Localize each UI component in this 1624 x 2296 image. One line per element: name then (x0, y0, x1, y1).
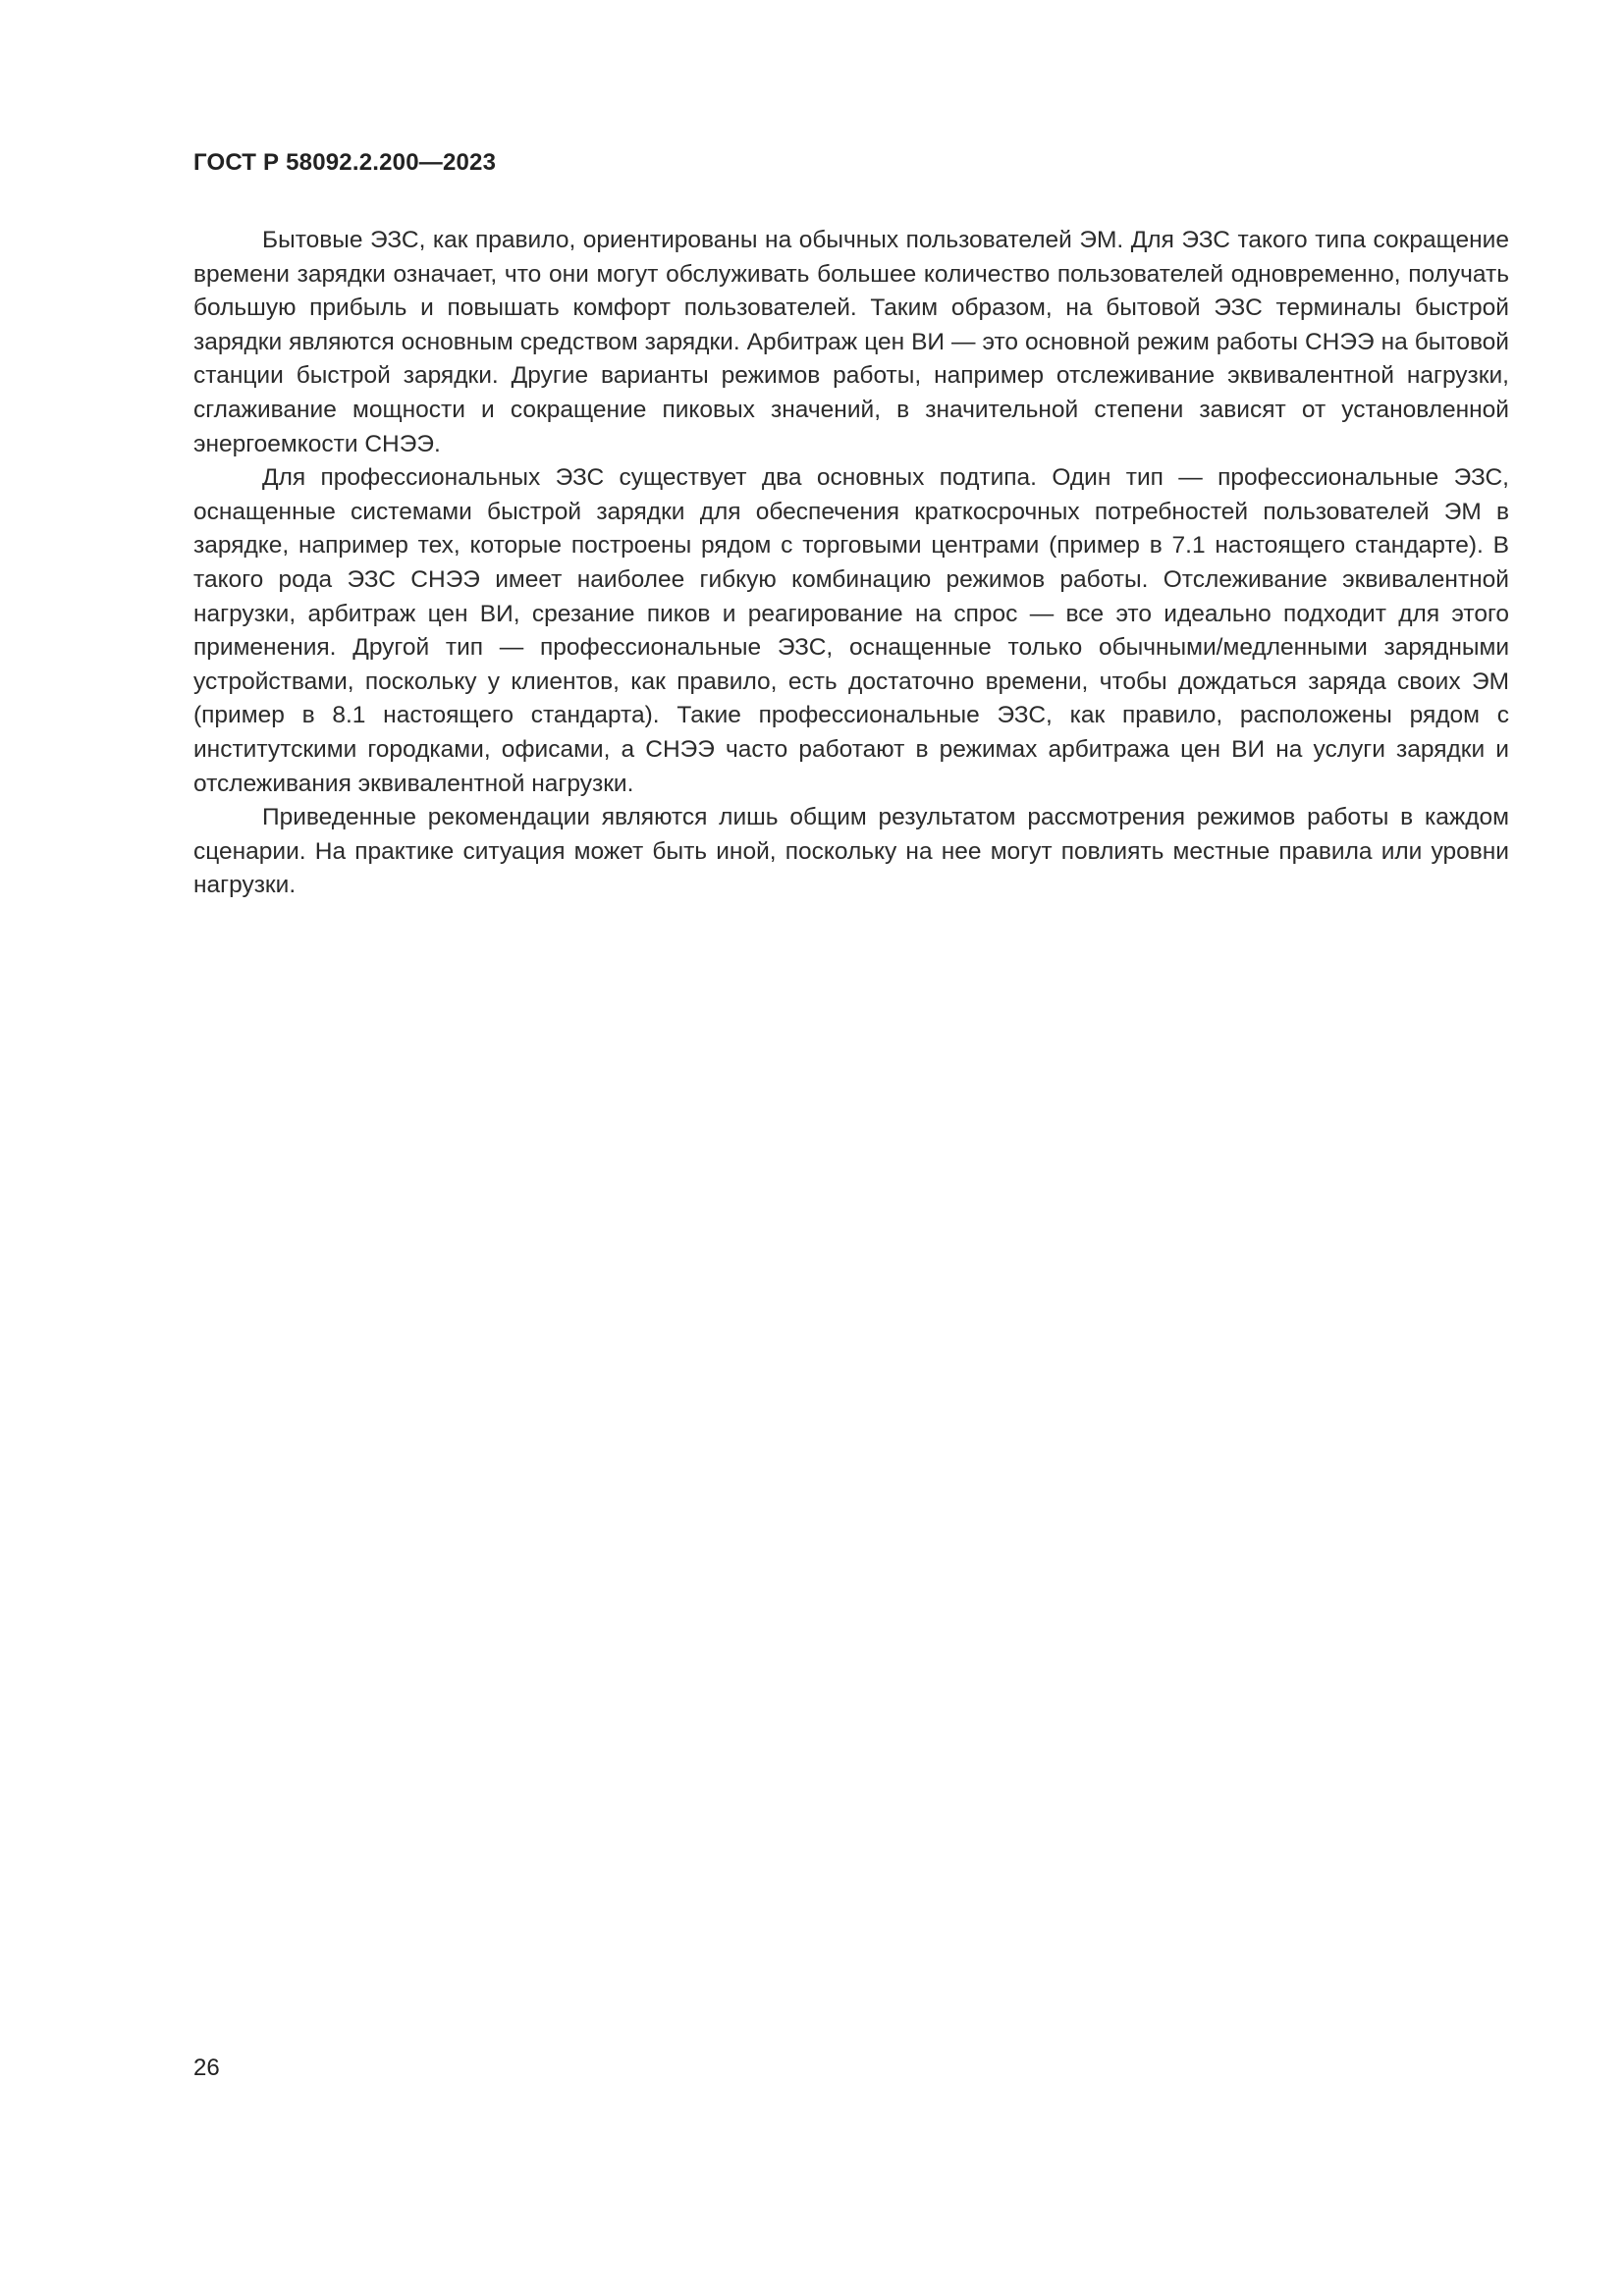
paragraph-professional-stations: Для профессиональных ЭЗС существует два основных подтипа. Один тип — профессиональные ЭЗС, оснащенные системами быстрой зарядки для обеспечения краткосрочных потребностей пользователей ЭМ в зарядке, например тех, которые построены рядом с торговыми центрами (пример в 7.1 настоящего стандарте). В такого рода ЭЗС СНЭЭ имеет наиболее гибкую комбинацию режимов работы. Отслеживание эквивалентной нагрузки, арбитраж цен ВИ, срезание пиков и реагирование на спрос — все это идеально подходит для этого применения. Другой тип — профессиональные ЭЗС, оснащенные только обычными/медленными зарядными устройствами, поскольку у клиентов, как правило, есть достаточно времени, чтобы дождаться заряда своих ЭМ (пример в 8.1 настоящего стандарта). Такие профессиональные ЭЗС, как правило, расположены рядом с институтскими городками, офисами, а СНЭЭ часто работают в режимах арбитража цен ВИ на услуги зарядки и отслеживания эквивалентной нагрузки. (193, 464, 1509, 797)
paragraph-recommendations: Приведенные рекомендации являются лишь общим результатом рассмотрения режимов работы в каждом сценарии. На практике ситуация может быть иной, поскольку на нее могут повлиять местные правила или уровни нагрузки. (193, 804, 1509, 899)
document-code-header: ГОСТ Р 58092.2.200—2023 (193, 149, 497, 176)
paragraph-household-stations: Бытовые ЭЗС, как правило, ориентированы на обычных пользователей ЭМ. Для ЭЗС такого типа сокращение времени зарядки означает, что они могут обслуживать большее количество пользователей одновременно, получать большую прибыль и повышать комфорт пользователей. Таким образом, на бытовой ЭЗС терминалы быстрой зарядки являются основным средством зарядки. Арбитраж цен ВИ — это основной режим работы СНЭЭ на бытовой станции быстрой зарядки. Другие варианты режимов работы, например отслеживание эквивалентной нагрузки, сглаживание мощности и сокращение пиковых значений, в значительной степени зависят от установленной энергоемкости СНЭЭ. (193, 227, 1509, 457)
page-number: 26 (193, 2055, 220, 2081)
body-text (193, 224, 1509, 903)
